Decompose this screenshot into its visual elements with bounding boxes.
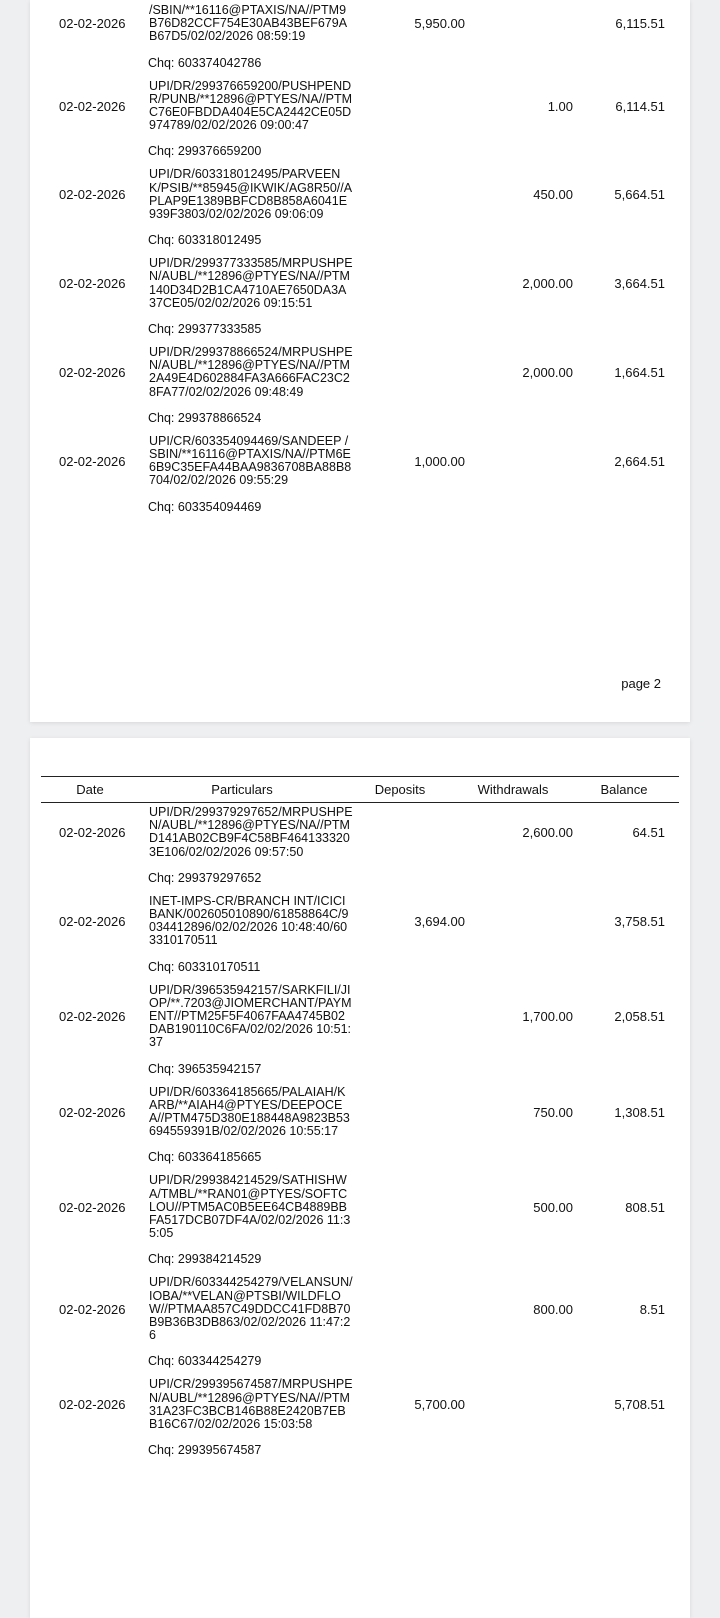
page-number: page 2 — [621, 676, 661, 691]
transaction-particulars: UPI/CR/299395674587/MRPUSHPEN/AUBL/**12896@PTYES/NA//PTM31A23FC3BCB146B88E2420B7EBB16C67/02/02/2026 15:03:58 — [149, 1377, 353, 1432]
transaction-balance: 5,664.51 — [614, 187, 665, 203]
header-date: Date — [76, 782, 104, 797]
cheque-number: Chq: 299384214529 — [148, 1252, 262, 1267]
transaction-row — [30, 80, 690, 159]
transaction-date: 02-02-2026 — [59, 1104, 126, 1120]
transaction-row — [30, 346, 690, 425]
cheque-number: Chq: 299377333585 — [148, 322, 262, 337]
transaction-particulars: UPI/DR/603318012495/PARVEEN K/PSIB/**85945@IKWIK/AG8R50//APLAP9E1389BBFCD8B858A6041E939F3803/02/02/2026 09:06:09 — [149, 167, 353, 222]
transaction-deposit: 5,950.00 — [414, 16, 465, 32]
transaction-date: 02-02-2026 — [59, 1397, 126, 1413]
transaction-particulars: UPI/DR/299384214529/SATHISHWA/TMBL/**RAN01@PTYES/SOFTCLOU//PTM5AC0B5EE64CB4889BBFA517DCB07DF4A/02/02/2026 11:35:05 — [149, 1173, 351, 1241]
transaction-main — [30, 806, 690, 859]
transaction-particulars: UPI/DR/603364185665/PALAIAH/KARB/**AIAH4@PTYES/DEEPOCEA//PTM475D380E188448A9823B53694559391B/02/02/2026 10:55:17 — [149, 1084, 350, 1139]
header-withdrawals: Withdrawals — [477, 782, 549, 797]
transaction-row — [30, 435, 690, 514]
transaction-main — [30, 80, 690, 133]
transaction-date: 02-02-2026 — [59, 1199, 126, 1215]
transaction-main — [30, 435, 690, 488]
transaction-deposit: 3,694.00 — [414, 913, 465, 929]
transaction-withdrawal: 450.00 — [533, 187, 573, 203]
transaction-balance: 3,664.51 — [614, 276, 665, 292]
transaction-row — [30, 1174, 690, 1266]
transaction-date: 02-02-2026 — [59, 187, 126, 203]
transaction-row — [30, 806, 690, 885]
transaction-row — [30, 1378, 690, 1457]
table-header — [41, 776, 679, 803]
cheque-number: Chq: 603374042786 — [148, 55, 262, 70]
transaction-date: 02-02-2026 — [59, 1009, 126, 1025]
transaction-withdrawal: 2,600.00 — [522, 824, 573, 840]
transaction-date: 02-02-2026 — [59, 1301, 126, 1317]
transaction-row — [30, 4, 690, 70]
transaction-row — [30, 984, 690, 1076]
cheque-number: Chq: 396535942157 — [148, 1061, 262, 1076]
transaction-main — [30, 168, 690, 221]
transaction-row — [30, 895, 690, 974]
transaction-date: 02-02-2026 — [59, 824, 126, 840]
transaction-withdrawal: 2,000.00 — [522, 364, 573, 380]
transaction-particulars: UPI/DR/396535942157/SARKFILI/JIOP/**.7203@JIOMERCHANT/PAYMENT//PTM25F5F4067FAA4745B02DAB190110C6FA/02/02/2026 10:51:37 — [149, 982, 352, 1050]
cheque-number: Chq: 299379297652 — [148, 870, 262, 885]
transaction-balance: 3,758.51 — [614, 913, 665, 929]
cheque-number: Chq: 299378866524 — [148, 410, 262, 425]
header-deposits: Deposits — [374, 782, 426, 797]
transaction-withdrawal: 750.00 — [533, 1104, 573, 1120]
transaction-balance: 2,664.51 — [614, 453, 665, 469]
transaction-date: 02-02-2026 — [59, 453, 126, 469]
transaction-particulars: UPI/DR/299377333585/MRPUSHPEN/AUBL/**12896@PTYES/NA//PTM140D34D2B1CA4710AE7650DA3A37CE05/02/02/2026 09:15:51 — [149, 256, 353, 310]
transaction-balance: 2,058.51 — [614, 1009, 665, 1025]
transaction-particulars: UPI/DR/603344254279/VELANSUN/IOBA/**VELAN@PTSBI/WILDFLOW//PTMAA857C49DDCC41FD8B70B9B36B3DB863/02/02/2026 11:47:26 — [149, 1275, 353, 1343]
transaction-date: 02-02-2026 — [59, 913, 126, 929]
transaction-balance: 5,708.51 — [614, 1397, 665, 1413]
transaction-balance: 6,115.51 — [615, 16, 665, 32]
transaction-main — [30, 1378, 690, 1431]
header-particulars: Particulars — [211, 782, 273, 797]
transaction-withdrawal: 2,000.00 — [522, 276, 573, 292]
cheque-number: Chq: 603310170511 — [148, 959, 261, 974]
transaction-main — [30, 984, 690, 1050]
transaction-row — [30, 1086, 690, 1165]
transaction-withdrawal: 500.00 — [533, 1199, 573, 1215]
statement-page-1 — [30, 0, 690, 722]
transaction-list — [30, 806, 690, 1467]
cheque-number: Chq: 603354094469 — [148, 499, 262, 514]
header-balance: Balance — [600, 782, 648, 797]
transaction-balance: 64.51 — [632, 824, 665, 840]
transaction-date: 02-02-2026 — [59, 98, 126, 114]
transaction-deposit: 1,000.00 — [414, 453, 465, 469]
transaction-main — [30, 346, 690, 399]
transaction-date: 02-02-2026 — [59, 276, 126, 292]
transaction-particulars: UPI/CR/603354094469/SANDEEP /SBIN/**16116@PTAXIS/NA//PTM6E6B9C35EFA44BAA9836708BA88B8704/02/02/2026 09:55:29 — [149, 433, 352, 488]
transaction-row — [30, 1276, 690, 1368]
transaction-main — [30, 895, 690, 948]
cheque-number: Chq: 603364185665 — [148, 1150, 262, 1165]
transaction-withdrawal: 1.00 — [547, 98, 573, 114]
transaction-main — [30, 4, 690, 44]
transaction-date: 02-02-2026 — [59, 16, 126, 32]
transaction-particulars: UPI/DR/299376659200/PUSHPENDR/PUNB/**12896@PTYES/NA//PTMC76E0FBDDA404E5CA2442CE05D974789/02/02/2026 09:00:47 — [149, 78, 353, 133]
transaction-particulars: UPI/DR/299379297652/MRPUSHPEN/AUBL/**12896@PTYES/NA//PTMD141AB02CB9F4C58BF4641333203E106/02/02/2026 09:57:50 — [149, 805, 353, 859]
statement-page-2 — [30, 738, 690, 1618]
transaction-withdrawal: 1,700.00 — [522, 1009, 573, 1025]
transaction-list — [30, 4, 690, 524]
transaction-deposit: 5,700.00 — [414, 1397, 465, 1413]
transaction-date: 02-02-2026 — [59, 364, 126, 380]
transaction-main — [30, 257, 690, 310]
transaction-row — [30, 168, 690, 247]
transaction-particulars: /SBIN/**16116@PTAXIS/NA//PTM9B76D82CCF754E30AB43BEF679AB67D5/02/02/2026 08:59:19 — [149, 3, 348, 44]
transaction-balance: 6,114.51 — [615, 98, 665, 114]
transaction-balance: 1,308.51 — [614, 1104, 665, 1120]
transaction-particulars: INET-IMPS-CR/BRANCH INT/ICICI BANK/002605010890/61858864C/9034412896/02/02/2026 10:48:40/603310170511 — [149, 893, 349, 948]
transaction-balance: 1,664.51 — [614, 364, 665, 380]
transaction-balance: 808.51 — [625, 1199, 665, 1215]
cheque-number: Chq: 603318012495 — [148, 233, 262, 248]
transaction-main — [30, 1174, 690, 1240]
transaction-balance: 8.51 — [639, 1301, 665, 1317]
transaction-main — [30, 1276, 690, 1342]
transaction-particulars: UPI/DR/299378866524/MRPUSHPEN/AUBL/**12896@PTYES/NA//PTM2A49E4D602884FA3A666FAC23C28FA77/02/02/2026 09:48:49 — [149, 345, 353, 399]
cheque-number: Chq: 603344254279 — [148, 1354, 262, 1369]
cheque-number: Chq: 299376659200 — [148, 144, 262, 159]
transaction-main — [30, 1086, 690, 1139]
transaction-withdrawal: 800.00 — [533, 1301, 573, 1317]
cheque-number: Chq: 299395674587 — [148, 1443, 262, 1458]
transaction-row — [30, 257, 690, 336]
